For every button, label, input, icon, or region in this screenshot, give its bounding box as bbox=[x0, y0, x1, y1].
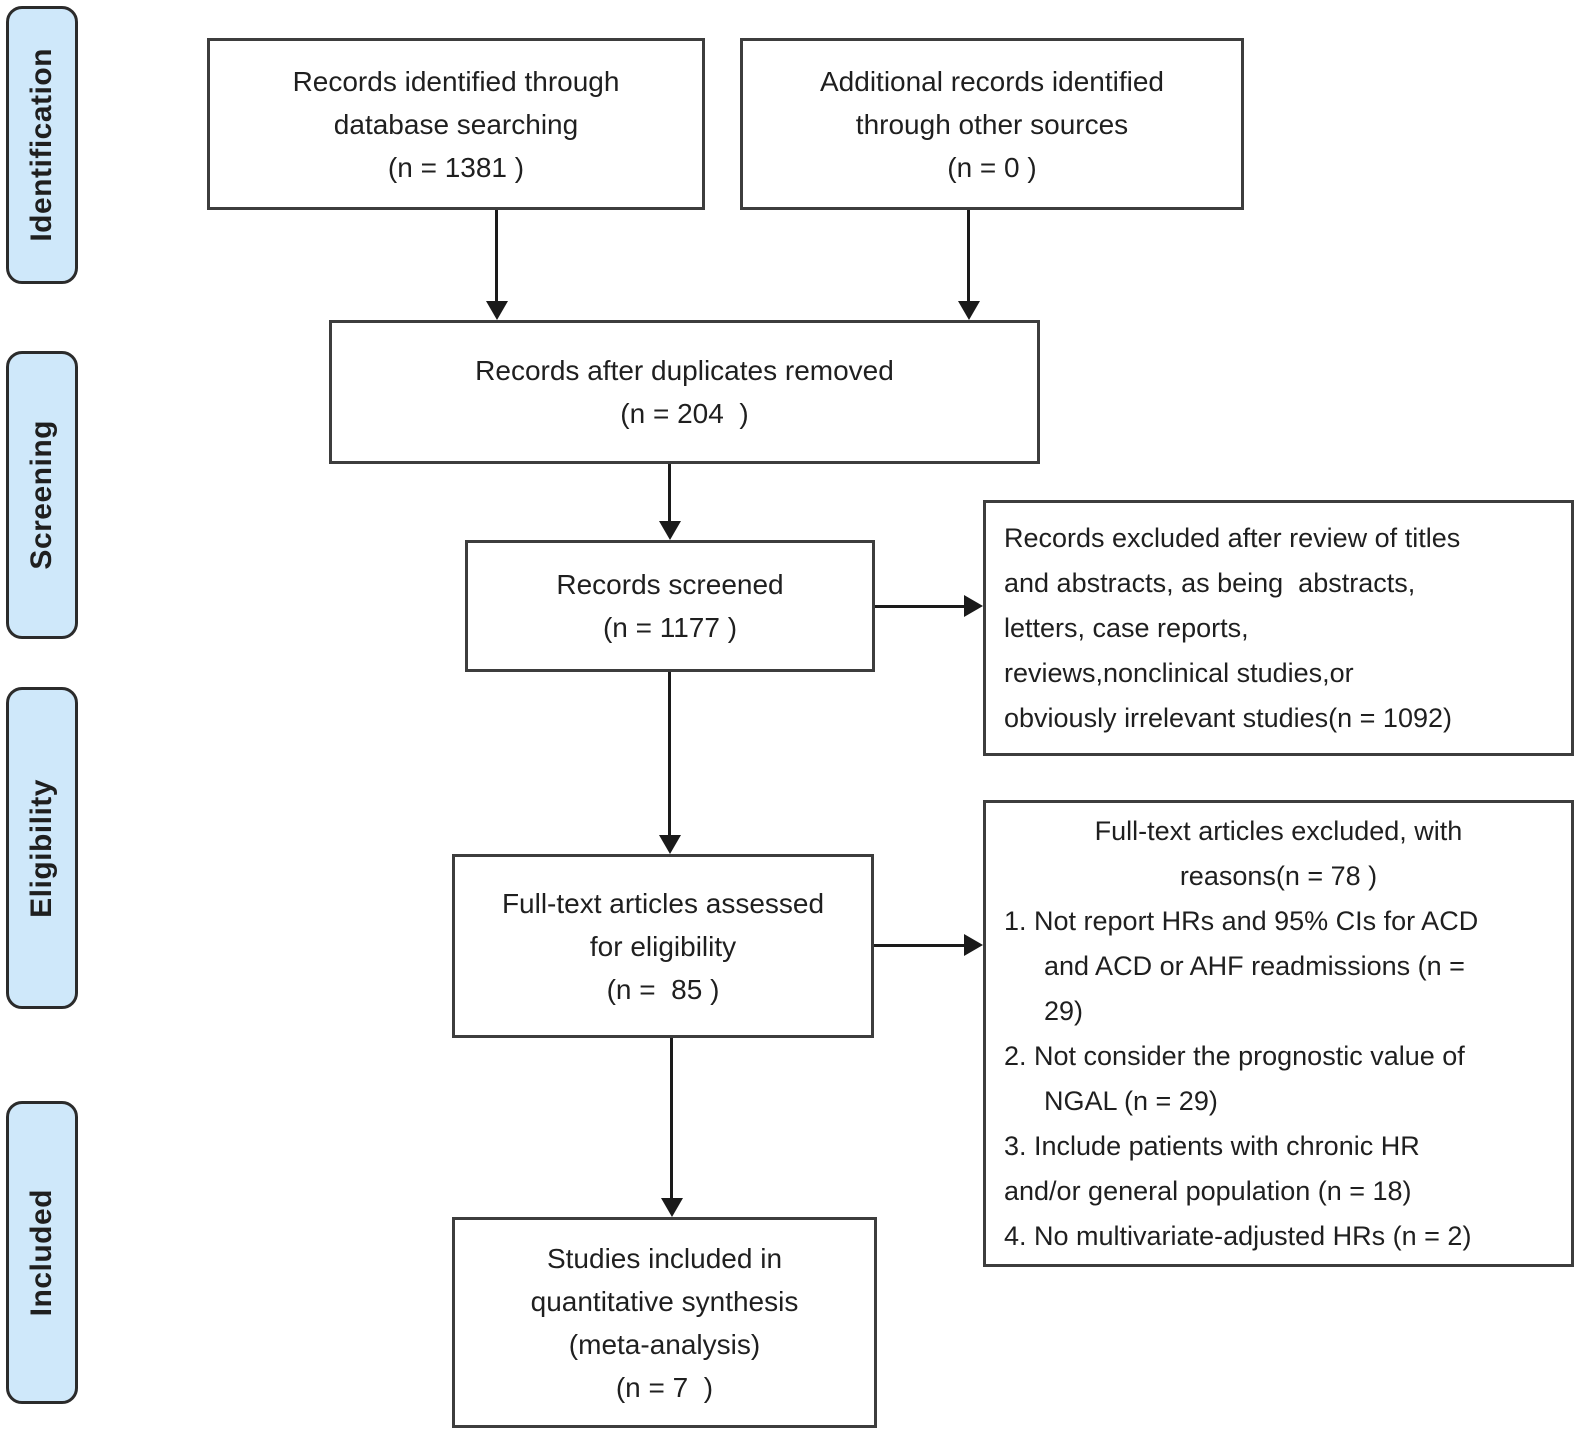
arrow-screened-to-excluded-line bbox=[875, 605, 964, 608]
box-fulltext-assessed-line: Full-text articles assessed bbox=[501, 887, 825, 919]
box-fulltext-excluded-reason: 2. Not consider the prognostic value of bbox=[1004, 1040, 1465, 1071]
box-after-duplicates bbox=[329, 320, 1040, 464]
box-additional-records-line: through other sources bbox=[855, 108, 1129, 140]
box-fulltext-excluded-title: Full-text articles excluded, with bbox=[1094, 815, 1463, 846]
arrow-identified-to-duplicates-head bbox=[486, 301, 508, 320]
box-studies-included-count: (n = 7 ) bbox=[615, 1371, 714, 1403]
box-studies-included-line: quantitative synthesis bbox=[530, 1285, 799, 1317]
box-records-identified-count: (n = 1381 ) bbox=[387, 151, 525, 183]
arrow-additional-to-duplicates-head bbox=[958, 301, 980, 320]
arrow-fulltext-to-excluded-head bbox=[964, 934, 983, 956]
box-studies-included-line: (meta-analysis) bbox=[568, 1328, 761, 1360]
box-additional-records-line: Additional records identified bbox=[820, 65, 1164, 97]
box-records-excluded-line: reviews,nonclinical studies,or bbox=[1004, 657, 1354, 688]
box-fulltext-assessed-count: (n = 85 ) bbox=[606, 973, 720, 1005]
box-fulltext-excluded-reason: and ACD or AHF readmissions (n = bbox=[1044, 950, 1465, 981]
box-fulltext-excluded-reason: and/or general population (n = 18) bbox=[1004, 1175, 1412, 1206]
arrow-fulltext-to-excluded-line bbox=[874, 944, 964, 947]
box-studies-included-line: Studies included in bbox=[546, 1242, 783, 1274]
arrow-screened-to-fulltext-line bbox=[668, 672, 671, 835]
arrow-additional-to-duplicates-line bbox=[967, 210, 970, 303]
box-fulltext-excluded-title-count: reasons(n = 78 ) bbox=[1179, 860, 1378, 891]
box-fulltext-excluded-reason: 1. Not report HRs and 95% CIs for ACD bbox=[1004, 905, 1479, 936]
stage-label-identification bbox=[6, 6, 78, 284]
arrow-screened-to-fulltext-head bbox=[659, 835, 681, 854]
box-records-excluded-count: obviously irrelevant studies(n = 1092) bbox=[1004, 702, 1452, 733]
stage-label-eligibility-text: Eligibility bbox=[25, 778, 58, 918]
box-additional-records bbox=[740, 38, 1244, 210]
box-additional-records-count: (n = 0 ) bbox=[947, 151, 1037, 183]
stage-label-included-text: Included bbox=[25, 1188, 58, 1317]
box-records-identified bbox=[207, 38, 705, 210]
box-records-identified-line: Records identified through bbox=[292, 65, 620, 97]
box-studies-included bbox=[452, 1217, 877, 1428]
stage-label-identification-text: Identification bbox=[25, 48, 58, 242]
box-fulltext-excluded-reason: NGAL (n = 29) bbox=[1044, 1085, 1218, 1116]
box-records-screened-line: Records screened bbox=[556, 569, 784, 600]
arrow-fulltext-to-included-line bbox=[670, 1038, 673, 1198]
box-records-excluded-line: Records excluded after review of titles bbox=[1004, 522, 1461, 553]
box-fulltext-excluded bbox=[983, 800, 1574, 1267]
box-records-screened bbox=[465, 540, 875, 672]
box-fulltext-excluded-reason: 4. No multivariate-adjusted HRs (n = 2) bbox=[1004, 1220, 1472, 1251]
stage-label-included bbox=[6, 1101, 78, 1404]
stage-label-screening-text: Screening bbox=[25, 420, 58, 570]
box-fulltext-excluded-reason: 29) bbox=[1044, 995, 1084, 1026]
box-records-excluded bbox=[983, 500, 1574, 756]
box-after-duplicates-line: Records after duplicates removed bbox=[475, 355, 894, 386]
box-records-identified-line: database searching bbox=[333, 108, 579, 140]
box-after-duplicates-count: (n = 204 ) bbox=[620, 398, 749, 429]
box-records-excluded-line: and abstracts, as being abstracts, bbox=[1004, 567, 1416, 598]
arrow-duplicates-to-screened-line bbox=[668, 464, 671, 521]
arrow-identified-to-duplicates-line bbox=[495, 210, 498, 303]
box-fulltext-assessed-line: for eligibility bbox=[589, 930, 737, 962]
arrow-duplicates-to-screened-head bbox=[659, 521, 681, 540]
stage-label-screening bbox=[6, 351, 78, 639]
arrow-screened-to-excluded-head bbox=[964, 595, 983, 617]
arrow-fulltext-to-included-head bbox=[661, 1198, 683, 1217]
box-records-screened-count: (n = 1177 ) bbox=[602, 612, 738, 643]
stage-label-eligibility bbox=[6, 687, 78, 1009]
box-fulltext-excluded-reason: 3. Include patients with chronic HR bbox=[1004, 1130, 1420, 1161]
box-records-excluded-line: letters, case reports, bbox=[1004, 612, 1249, 643]
box-fulltext-assessed bbox=[452, 854, 874, 1038]
